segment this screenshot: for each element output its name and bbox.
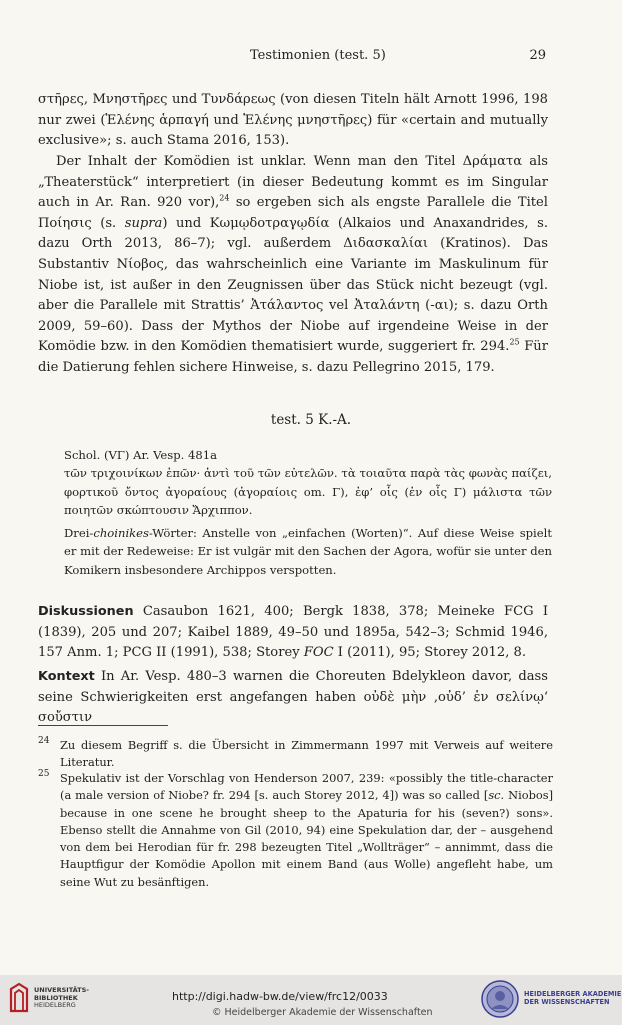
footnote-ref-25: 25: [509, 337, 520, 347]
copyright-text: © Heidelberger Akademie der Wissenschaften: [212, 1007, 433, 1018]
fn25-text-1: Spekulativ ist der Vorschlag von Henderson 2007, 239: «possibly the title-character (a male version of Niobe? fr. 294 [s. auch Storey 2012, 4]) was so called [: [60, 771, 553, 803]
running-header: [0, 48, 622, 68]
p2-supra: supra: [124, 215, 163, 231]
p2-text-2: so ergeben sich als engste Parallele die Titel Ποίησις (s.: [38, 195, 548, 231]
discussions-label: Diskussionen: [38, 604, 134, 619]
footnote-25: [38, 770, 553, 891]
footnote-number: 24: [38, 736, 50, 746]
scholion-reference: Schol. (VΓ) Ar. Vesp. 481a: [64, 448, 218, 462]
footnote-number: 25: [38, 769, 50, 779]
translation: [64, 524, 552, 579]
context-paragraph: [38, 667, 548, 729]
library-name[interactable]: [34, 987, 89, 1010]
context-label: Kontext: [38, 669, 95, 684]
discussions-italic: FOC: [303, 645, 334, 661]
paragraph-intro: στῆρες, Μνηστῆρες und Τυνδάρεως (von diesen Titeln hält Arnott 1996, 198 nur zwei (Ἑλένης ἁρπαγή und Ἑλένης μνηστῆρες) für «certain and mutually exclusive»; s. auch Stama 2016, 153).: [38, 92, 548, 149]
p2-text-4: Für die Datierung fehlen sichere Hinweise, s. dazu Pellegrino 2015, 179.: [38, 339, 548, 375]
header-title: Testimonien (test. 5): [250, 48, 386, 63]
scholion-block: [64, 446, 552, 519]
p2-text-1: Der Inhalt der Komödien ist unklar. Wenn man den Titel Δράματα als „Theaterstück“ interpretiert (in dieser Bedeutung kommt es im Singular auch in Ar. Ran. 920 vor),: [38, 154, 548, 211]
footnote-divider: [38, 725, 168, 726]
p2-text-3: ) und Κωμῳδοτραγῳδία (Alkaios und Anaxandrides, s. dazu Orth 2013, 86–7); vgl. außerdem Διδασκαλίαι (Kratinos). Das Substantiv Νίοβος, das wahrscheinlich eine Variante im Maskulinum für Niobe ist, ist außer in den Zeugnissen über das Stück nicht bezeugt (vgl. aber die Parallele mit Strattis’ Ἀτάλαντος vel Ἀταλάντη (-αι); s. dazu Orth 2009, 59–60). Dass der Mythos der Niobe auf irgendeine Weise in der Komödie bzw. in den Komödien thematisiert wurde, suggeriert fr. 294.: [38, 215, 548, 355]
discussions-text-2: I (2011), 95; Storey 2012, 8.: [333, 645, 527, 661]
paragraph-content: [38, 152, 548, 379]
academy-line1: HEIDELBERGER AKADEMIE: [524, 990, 622, 998]
library-logo-icon[interactable]: [8, 981, 30, 1015]
translation-prefix: Drei-: [64, 526, 94, 540]
discussions-paragraph: [38, 602, 548, 664]
translation-italic: choinikes: [93, 526, 149, 540]
context-text: In Ar. Vesp. 480–3 warnen die Choreuten Bdelykleon davor, dass seine Schwierigkeiten erst angefangen haben οὐδὲ μὴν ,οὐδ’ ἐν σελίνῳ‘ σοὔστιν: [38, 669, 548, 726]
library-line3: HEIDELBERG: [34, 1001, 76, 1009]
library-line2: BIBLIOTHEK: [34, 993, 78, 1002]
academy-line2: DER WISSENSCHAFTEN: [524, 998, 610, 1006]
fn25-text-2: Niobos] because in one scene he brought sheep to the Apaturia for his (seven?) sons». Ebenso stellt die Annahme von Gil (2010, 94) eine Spekulation dar, der – ausgehend von dem bei Herodian für fr. 298 bezeugten Titel „Wollträger“ – annimmt, dass die Hauptfigur der Komödie Apollon mit einem Band (aus Wolle) angefleht habe, um seine Wut zu besänftigen.: [60, 788, 554, 889]
fn25-italic: sc.: [488, 788, 505, 803]
permalink-url[interactable]: http://digi.hadw-bw.de/view/frc12/0033: [172, 990, 388, 1003]
footnote-text: [60, 770, 553, 891]
translation-text: -Wörter: Anstelle von „einfachen (Worten)“. Auf diese Weise spielt er mit der Redeweise: Er ist vulgär mit den Sachen der Agora, wofür sie unter den Komikern insbesondere Archippos verspotten.: [64, 526, 552, 577]
footnote-24: [38, 737, 553, 772]
footnote-text: Zu diesem Begriff s. die Übersicht in Zimmermann 1997 mit Verweis auf weitere Literatur.: [60, 738, 553, 770]
academy-name[interactable]: [524, 990, 621, 1006]
footer-bar: [0, 975, 622, 1025]
footnote-ref-24: 24: [219, 193, 230, 203]
page-number: 29: [529, 48, 546, 63]
discussions-text-1: Casaubon 1621, 400; Bergk 1838, 378; Meineke FCG I (1839), 205 und 207; Kaibel 1889, 49–50 und 1895a, 542–3; Schmid 1946, 157 Anm. 1; PCG II (1991), 538; Storey: [38, 604, 548, 661]
academy-seal-icon[interactable]: [480, 979, 520, 1019]
scholion-greek: τῶν τριχοινίκων ἐπῶν· ἀντὶ τοῦ τῶν εὐτελῶν. τὰ τοιαῦτα παρὰ τὰς φωνὰς παίζει, φορτικοῦ ὄντος ἀγοραίους (ἀγοραίοις om. Γ), ἐφ’ οἷς (ἐν οἷς Γ) μάλιστα τῶν ποιητῶν σκώπτουσιν Ἄρχιππον.: [64, 466, 552, 517]
section-heading: test. 5 K.-A.: [270, 412, 352, 428]
library-line1: UNIVERSITÄTS-: [34, 986, 89, 994]
